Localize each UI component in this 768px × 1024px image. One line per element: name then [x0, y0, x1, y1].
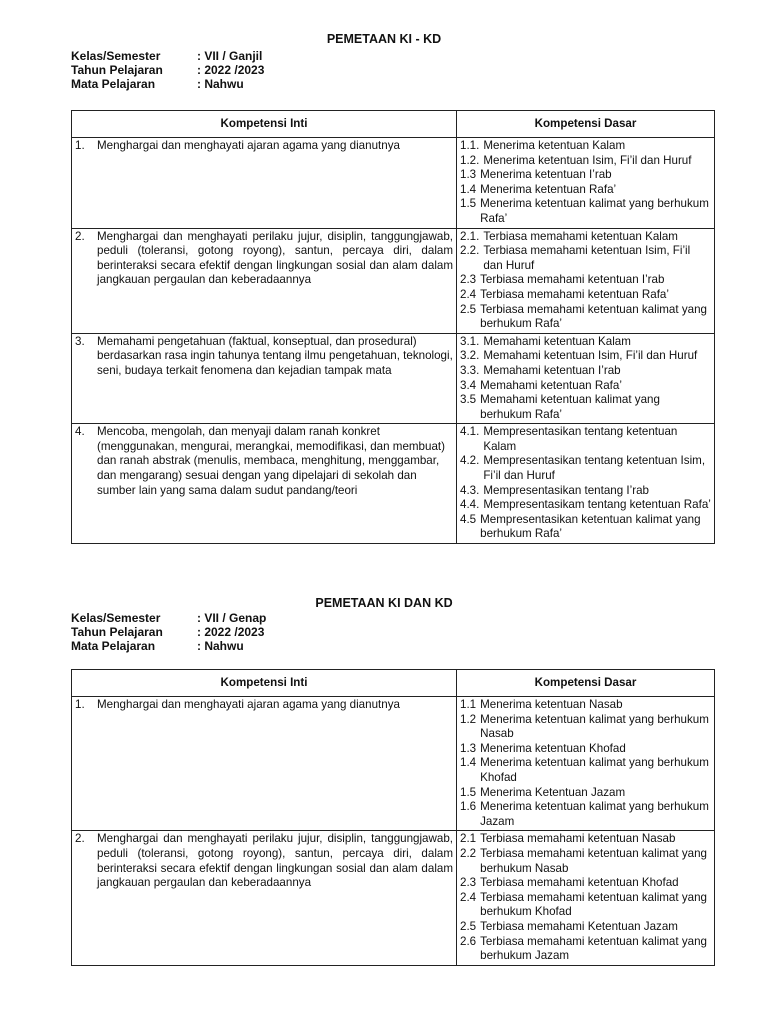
kd-item	[460, 891, 711, 920]
kd-item	[460, 139, 711, 154]
section1-meta	[71, 49, 264, 91]
meta-value: : 2022 /2023	[197, 625, 265, 639]
kd-item	[460, 454, 711, 483]
section1-title: PEMETAAN KI - KD	[326, 32, 442, 46]
kd-number: 4.1.	[460, 425, 480, 439]
kd-number: 1.1	[460, 698, 477, 711]
kd-number: 1.3	[460, 741, 477, 755]
kd-text: Menerima ketentuan kalimat yang berhukum Rafa’	[480, 197, 709, 225]
kd-number: 2.3	[460, 273, 477, 287]
meta-row	[71, 639, 266, 653]
kd-cell	[457, 228, 715, 333]
kd-number: 1.2.	[460, 153, 480, 167]
kd-text: Mempresentasikan tentang I’rab	[483, 483, 649, 497]
kd-item	[460, 244, 711, 273]
kd-number: 4.2.	[460, 454, 480, 468]
ki-cell	[72, 138, 457, 229]
kd-cell	[457, 424, 715, 544]
table-row	[72, 697, 715, 831]
meta-label: Mata Pelajaran	[71, 639, 156, 653]
kd-cell	[457, 138, 715, 229]
ki-cell	[72, 228, 457, 333]
kd-cell	[457, 831, 715, 965]
kd-number: 1.5	[460, 785, 477, 799]
kd-number: 3.1.	[460, 334, 480, 348]
meta-value: : Nahwu	[197, 639, 244, 653]
meta-value: : VII / Genap	[197, 611, 267, 625]
kd-text: Menerima ketentuan kalimat yang berhukum Nasab	[480, 712, 709, 741]
kd-item	[460, 364, 711, 379]
meta-row	[71, 49, 264, 63]
kd-text: Menerima ketentuan Kalam	[483, 139, 626, 152]
kd-text: Menerima Ketentuan Jazam	[480, 785, 626, 799]
meta-label: Tahun Pelajaran	[71, 63, 163, 77]
kd-number: 2.4	[460, 287, 477, 301]
kd-number: 1.5	[460, 197, 477, 211]
kd-item	[460, 756, 711, 785]
ki-number: 1.	[75, 698, 85, 711]
kd-item	[460, 154, 711, 169]
kd-text: Terbiasa memahami ketentuan kalimat yang berhukum Khofad	[480, 890, 707, 919]
kd-number: 1.3	[460, 168, 477, 182]
kd-text: Menerima ketentuan Nasab	[480, 698, 623, 711]
kd-text: Menerima ketentuan kalimat yang berhukum Khofad	[480, 756, 709, 784]
kd-number: 2.1	[460, 832, 477, 846]
ki-number: 2.	[75, 832, 85, 846]
kd-text: Menerima ketentuan kalimat yang berhukum Jazam	[480, 800, 709, 828]
kd-number: 2.5	[460, 919, 477, 933]
kd-text: Mempresentasikan tentang ketentuan Kalam	[483, 425, 678, 453]
ki-cell	[72, 333, 457, 424]
kd-number: 2.5	[460, 302, 477, 316]
kd-text: Mempresentasikan ketentuan kalimat yang berhukum Rafa’	[480, 512, 701, 541]
ki-text: Mencoba, mengolah, dan menyaji dalam ranah konkret (menggunakan, mengurai, merangkai, memodifikasi, dan membuat) dan ranah abstrak (menulis, membaca, menghitung, menggambar, dan mengarang) sesuai dengan yang dipelajari di sekolah dan sumber lain yang sama dalam sudut pandang/teori	[97, 425, 445, 497]
kd-text: Terbiasa memahami ketentuan Kalam	[483, 229, 678, 243]
meta-row	[71, 63, 264, 77]
kd-item	[460, 230, 711, 245]
table-header-row	[72, 111, 715, 138]
meta-value: : Nahwu	[197, 77, 244, 91]
kd-text: Menerima ketentuan I’rab	[480, 168, 612, 182]
kd-text: Memahami ketentuan Isim, Fi’il dan Huruf	[483, 349, 698, 363]
kd-item	[460, 742, 711, 757]
kd-text: Menerima ketentuan Khofad	[480, 741, 626, 755]
kd-item	[460, 288, 711, 303]
kd-text: Menerima ketentuan Rafa’	[480, 182, 617, 196]
ki-text: Menghargai dan menghayati perilaku jujur, disiplin, tanggungjawab, peduli (toleransi, gotong royong), santun, percaya diri, dalam berinteraksi secara efektif dengan lingkungan sosial dan alam dalam jangkauan pergaulan dan keberadaannya	[97, 832, 453, 890]
kd-number: 3.2.	[460, 349, 480, 363]
kd-item	[460, 425, 711, 454]
header-kompetensi-inti: Kompetensi Inti	[72, 111, 457, 138]
ki-cell	[72, 831, 457, 965]
meta-label: Kelas/Semester	[71, 611, 161, 625]
kd-item	[460, 335, 711, 350]
table-row	[72, 424, 715, 544]
kd-item	[460, 920, 711, 935]
kd-item	[460, 935, 711, 964]
ki-text: Menghargai dan menghayati perilaku jujur, disiplin, tanggungjawab, peduli (toleransi, gotong royong), santun, percaya diri, dalam berinteraksi secara efektif dengan lingkungan sosial dan alam dalam jangkauan pergaulan dan keberadaannya	[97, 229, 453, 287]
kd-item	[460, 786, 711, 801]
section2-table	[71, 669, 715, 966]
kd-number: 4.4.	[460, 498, 480, 512]
kd-text: Terbiasa memahami Ketentuan Jazam	[480, 919, 678, 933]
kd-number: 3.5	[460, 393, 477, 407]
section2-title: PEMETAAN KI DAN KD	[315, 596, 453, 610]
kd-item	[460, 168, 711, 183]
kd-number: 1.2	[460, 712, 477, 726]
kd-item	[460, 379, 711, 394]
kd-item	[460, 698, 711, 713]
kd-number: 2.2	[460, 846, 477, 860]
kd-text: Terbiasa memahami ketentuan kalimat yang berhukum Jazam	[480, 934, 707, 963]
kd-number: 4.5	[460, 512, 477, 526]
kd-item	[460, 393, 711, 422]
kd-text: Terbiasa memahami ketentuan Nasab	[480, 832, 676, 846]
kd-text: Memahami ketentuan Rafa’	[480, 378, 622, 392]
ki-number: 4.	[75, 425, 85, 439]
kd-number: 2.3	[460, 876, 477, 890]
header-kompetensi-dasar: Kompetensi Dasar	[457, 111, 715, 138]
kd-text: Memahami ketentuan kalimat yang berhukum Rafa’	[480, 393, 660, 421]
header-kompetensi-dasar: Kompetensi Dasar	[457, 670, 715, 697]
meta-row	[71, 611, 266, 625]
kd-item	[460, 847, 711, 876]
table-row	[72, 831, 715, 965]
kd-number: 1.4	[460, 756, 477, 770]
table-row	[72, 333, 715, 424]
kd-text: Mempresentasikan tentang ketentuan Isim, Fi’il dan Huruf	[483, 454, 706, 483]
kd-item	[460, 273, 711, 288]
kd-item	[460, 484, 711, 499]
kd-item	[460, 713, 711, 742]
kd-number: 1.4	[460, 182, 477, 196]
ki-text: Menghargai dan menghayati ajaran agama yang dianutnya	[97, 139, 400, 152]
kd-number: 3.3.	[460, 363, 480, 377]
kd-text: Mempresentasikam tentang ketentuan Rafa’	[483, 498, 711, 512]
table-header-row	[72, 670, 715, 697]
ki-cell	[72, 424, 457, 544]
meta-label: Tahun Pelajaran	[71, 625, 163, 639]
ki-text: Menghargai dan menghayati ajaran agama yang dianutnya	[97, 698, 400, 711]
table-row	[72, 228, 715, 333]
kd-text: Terbiasa memahami ketentuan I’rab	[480, 273, 665, 287]
kd-number: 2.6	[460, 934, 477, 948]
kd-number: 2.2.	[460, 244, 480, 258]
table-row	[72, 138, 715, 229]
kd-item	[460, 303, 711, 332]
meta-value: : 2022 /2023	[197, 63, 265, 77]
meta-label: Mata Pelajaran	[71, 77, 156, 91]
ki-text: Memahami pengetahuan (faktual, konseptual, dan prosedural) berdasarkan rasa ingin tahunya tentang ilmu pengetahuan, teknologi, seni, budaya terkait fenomena dan kejadian tampak mata	[97, 334, 453, 377]
kd-cell	[457, 333, 715, 424]
kd-text: Memahami ketentuan I’rab	[483, 363, 621, 377]
kd-text: Memahami ketentuan Kalam	[483, 334, 631, 348]
kd-number: 1.6	[460, 800, 477, 814]
kd-cell	[457, 697, 715, 831]
kd-item	[460, 513, 711, 542]
kd-number: 2.1.	[460, 229, 480, 243]
header-kompetensi-inti: Kompetensi Inti	[72, 670, 457, 697]
meta-label: Kelas/Semester	[71, 49, 161, 63]
kd-item	[460, 800, 711, 829]
kd-text: Terbiasa memahami ketentuan Rafa’	[480, 287, 669, 301]
meta-value: : VII / Ganjil	[197, 49, 263, 63]
kd-item	[460, 183, 711, 198]
kd-item	[460, 498, 711, 513]
kd-text: Menerima ketentuan Isim, Fi’il dan Huruf	[483, 153, 692, 167]
kd-text: Terbiasa memahami ketentuan kalimat yang berhukum Nasab	[480, 846, 707, 875]
kd-item	[460, 197, 711, 226]
section2-meta	[71, 611, 266, 653]
kd-text: Terbiasa memahami ketentuan kalimat yang berhukum Rafa’	[480, 302, 707, 331]
section1-table	[71, 110, 715, 544]
ki-cell	[72, 697, 457, 831]
ki-number: 2.	[75, 229, 85, 243]
kd-number: 4.3.	[460, 483, 480, 497]
kd-number: 2.4	[460, 890, 477, 904]
kd-item	[460, 349, 711, 364]
meta-row	[71, 77, 264, 91]
kd-text: Terbiasa memahami ketentuan Isim, Fi’il dan Huruf	[483, 244, 691, 272]
kd-number: 3.4	[460, 378, 477, 392]
ki-number: 3.	[75, 334, 85, 348]
meta-row	[71, 625, 266, 639]
kd-item	[460, 832, 711, 847]
kd-text: Terbiasa memahami ketentuan Khofad	[480, 876, 679, 890]
kd-number: 1.1.	[460, 139, 480, 152]
kd-item	[460, 876, 711, 891]
ki-number: 1.	[75, 139, 85, 152]
